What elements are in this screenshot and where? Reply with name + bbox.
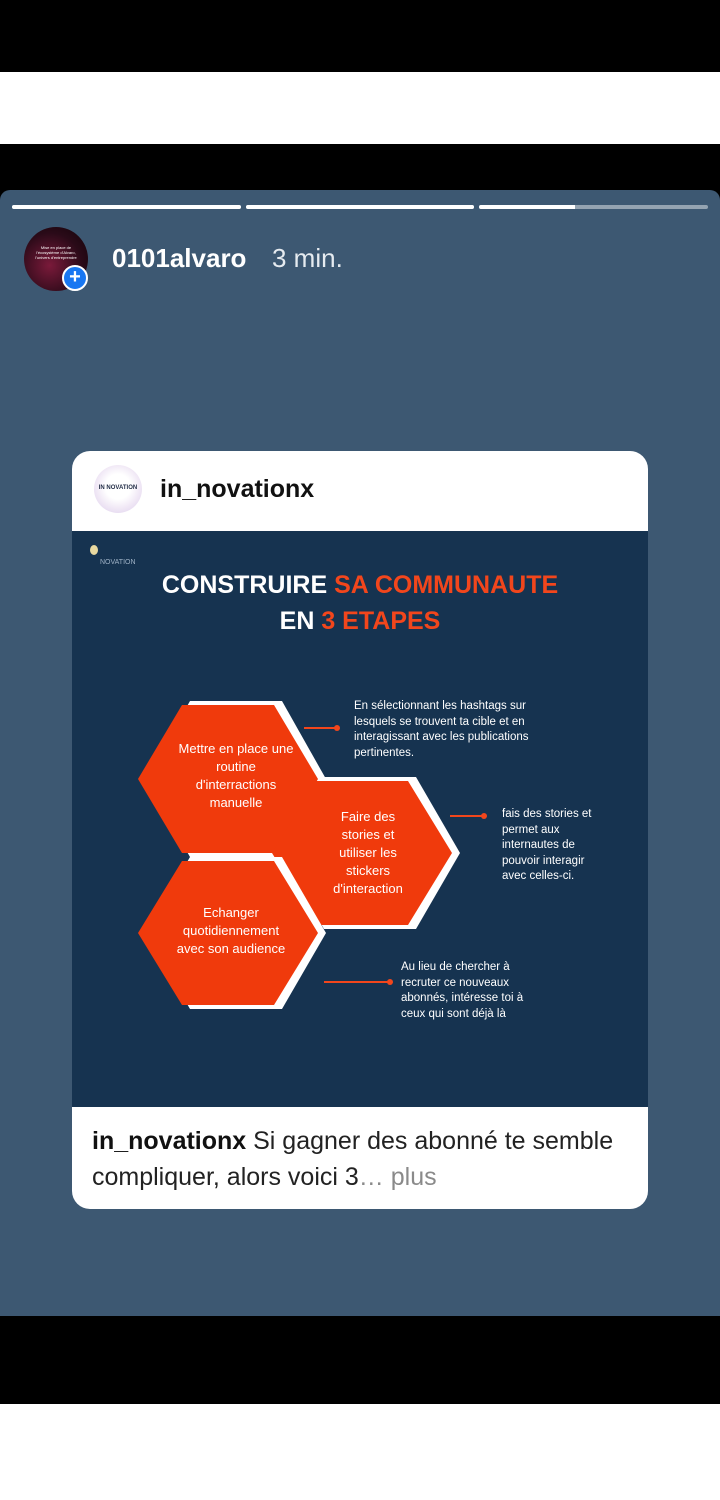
story-viewer[interactable]: [0, 190, 720, 1316]
post-username[interactable]: in_novationx: [160, 475, 315, 503]
progress-segment: [246, 205, 475, 209]
post-header[interactable]: [72, 451, 648, 531]
progress-fill: [246, 205, 475, 209]
post-caption[interactable]: [92, 1123, 632, 1195]
title-orange-part: SA COMMUNAUTE: [334, 571, 559, 599]
step-1-description: En sélectionnant les hashtags sur lesquels se trouvent ta cible et en interagissant avec les publications pertinentes.: [354, 700, 529, 759]
progress-segment: [12, 205, 241, 209]
story-progress-bars: [12, 205, 708, 209]
progress-segment: [479, 205, 708, 209]
progress-fill: [479, 205, 575, 209]
progress-fill: [12, 205, 241, 209]
story-time: 3 min.: [272, 243, 343, 273]
hexagon-3-text: Echanger quotidiennement avec son audience: [176, 905, 286, 956]
bottom-white-area: [0, 1404, 720, 1500]
title-orange-part: 3 ETAPES: [321, 607, 441, 635]
post-avatar-logo-text: IN NOVATION: [98, 485, 138, 491]
add-story-plus-icon[interactable]: +: [62, 265, 88, 291]
caption-text: Si gagner des abonné te semble compliquer, alors voici 3: [92, 1127, 614, 1191]
bottom-black-band: [0, 1316, 720, 1404]
caption-ellipsis: …: [358, 1163, 384, 1191]
title-white-part: EN: [279, 607, 322, 635]
step-2-description: fais des stories et permet aux internautes de pouvoir interagir avec celles-ci.: [502, 808, 592, 882]
top-black-band: [0, 0, 720, 72]
top-black-gap: [0, 144, 720, 190]
step-3-description: Au lieu de chercher à recruter ce nouveaux abonnés, intéresse toi à ceux qui sont déjà là: [401, 961, 524, 1020]
shared-post-card[interactable]: [72, 451, 648, 1209]
hexagon-1-text: Mettre en place une routine d'interractions manuelle: [178, 741, 294, 810]
caption-username[interactable]: in_novationx: [92, 1127, 247, 1155]
caption-more-link[interactable]: plus: [383, 1163, 437, 1191]
avatar-text: Mise en place de l'écosystème d'Alvaro, l'univers d'entreprendre: [35, 245, 77, 260]
poster-logo: NOVATION: [100, 559, 136, 566]
story-username[interactable]: 0101alvaro: [112, 243, 247, 273]
post-avatar[interactable]: [94, 465, 142, 513]
title-white-part: CONSTRUIRE: [161, 571, 335, 599]
status-bar-area: [0, 72, 720, 144]
post-image[interactable]: [72, 531, 648, 1107]
hexagon-2-text: Faire des stories et utiliser les stickers d'interaction: [333, 809, 403, 896]
